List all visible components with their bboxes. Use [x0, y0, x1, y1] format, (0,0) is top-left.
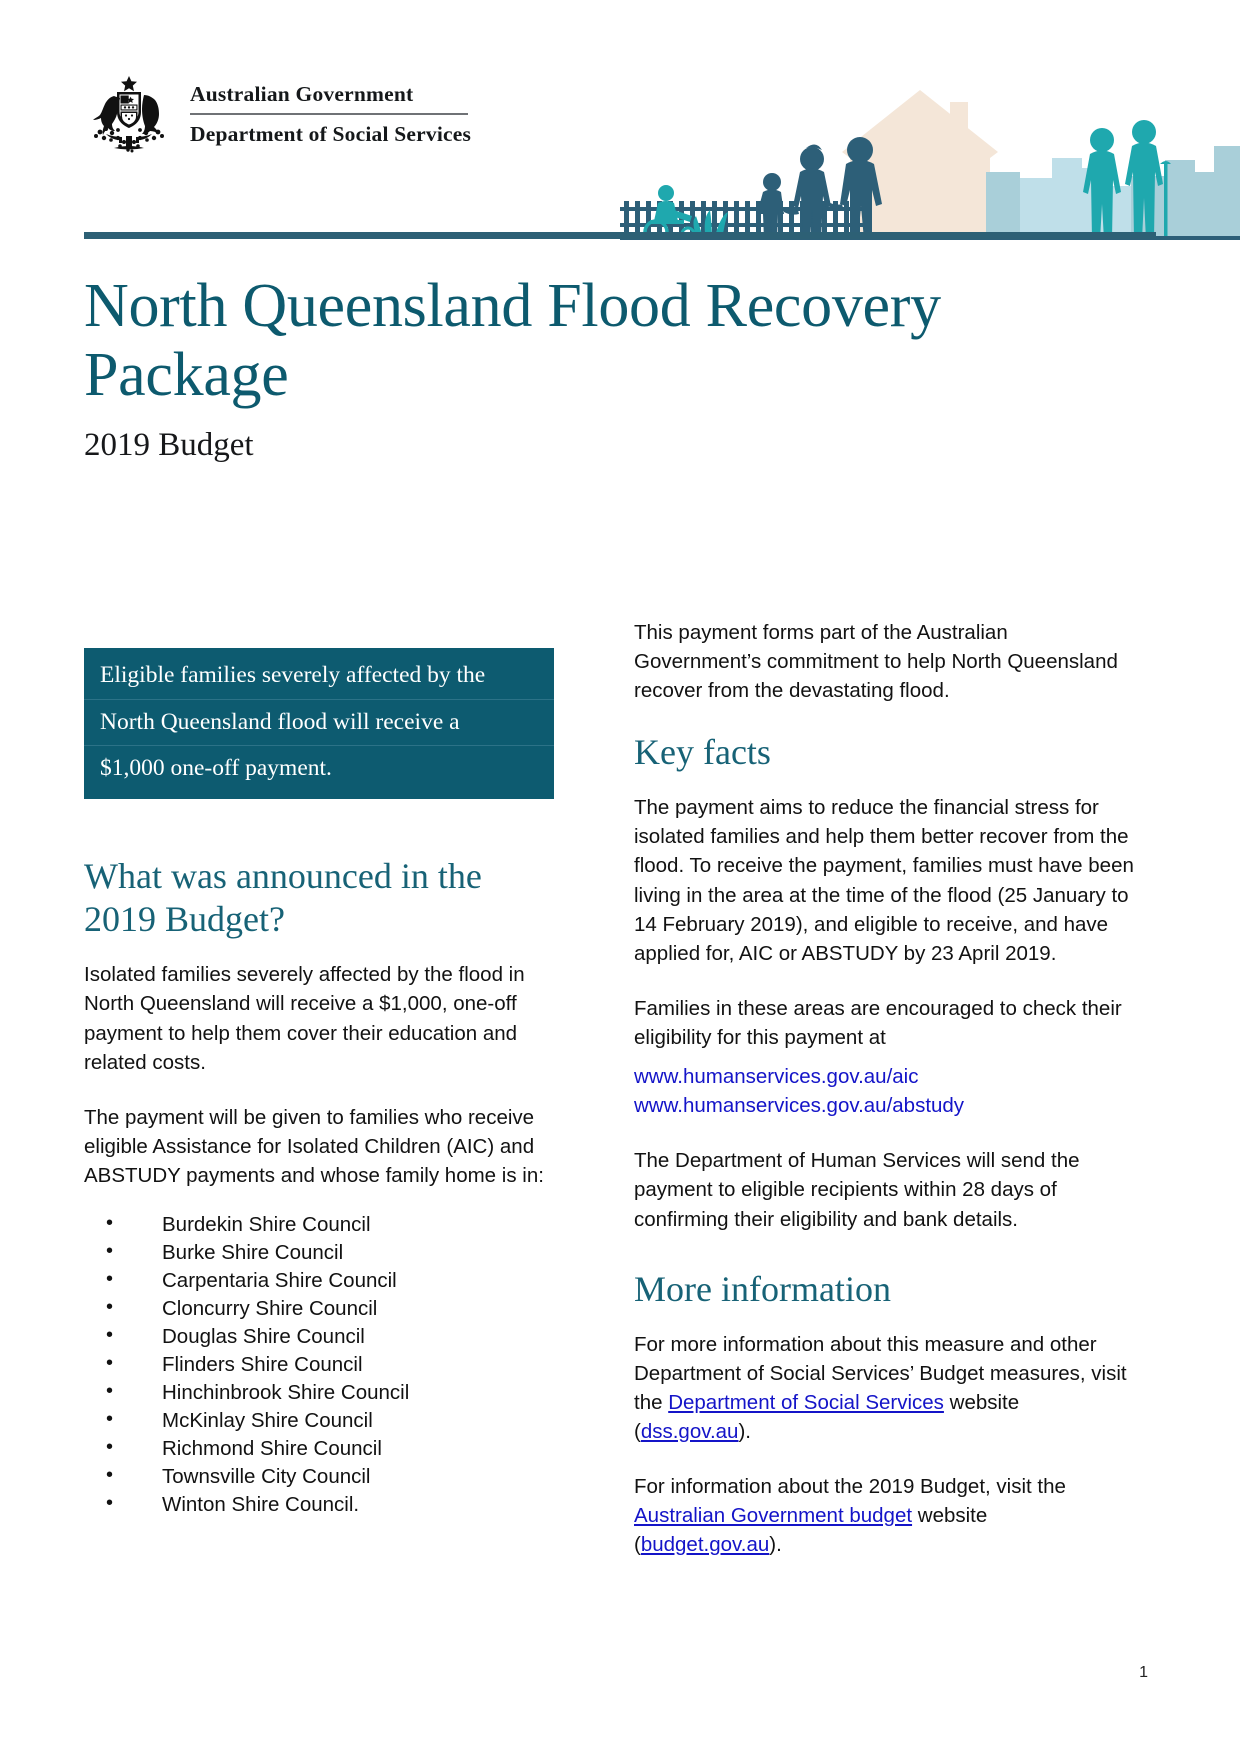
header-illustration [620, 60, 1240, 240]
list-item: • Cloncurry Shire Council [84, 1296, 554, 1322]
more-info-text-b: website ( [634, 1390, 1020, 1443]
list-item: • Burdekin Shire Council [84, 1212, 554, 1238]
australian-government-label: Australian Government [190, 82, 414, 106]
callout-line-3: $1,000 one-off payment. [100, 755, 332, 781]
list-item: • Douglas Shire Council [84, 1324, 554, 1350]
australian-coat-of-arms-icon [84, 72, 174, 158]
section-heading-more-information: More information [634, 1268, 891, 1309]
link-department-of-social-services[interactable]: Department of Social Services [668, 1390, 944, 1414]
key-facts-paragraph-3: The Department of Human Services will send the payment to eligible recipients within 28 days of confirming their eligibility and bank details. [634, 1149, 1080, 1231]
more-info-paragraph-1 [634, 1330, 1134, 1446]
link-australian-government-budget[interactable]: Australian Government budget [634, 1504, 913, 1528]
list-item: • Winton Shire Council. [84, 1492, 554, 1518]
highlight-callout [84, 648, 554, 799]
link-budget-gov-au[interactable]: budget.gov.au [640, 1533, 770, 1557]
list-item: • Flinders Shire Council [84, 1352, 554, 1378]
government-branding [84, 72, 471, 158]
wordmark-divider [190, 113, 468, 115]
callout-line-1: Eligible families severely affected by the [84, 648, 554, 700]
announced-paragraph-2: The payment will be given to families who receive eligible Assistance for Isolated Children (AIC) and ABSTUDY payments and whose family home is in: [84, 1105, 544, 1187]
list-item: • Carpentaria Shire Council [84, 1268, 554, 1294]
page-header [0, 0, 1240, 262]
budget-text-a: For information about the 2019 Budget, visit the [634, 1475, 1066, 1498]
department-label: Department of Social Services [190, 121, 472, 146]
section-heading-key-facts: Key facts [634, 732, 771, 773]
council-list [84, 1212, 554, 1518]
section-heading-announced: What was announced in the 2019 Budget? [84, 855, 482, 940]
list-item: • Hinchinbrook Shire Council [84, 1380, 554, 1406]
more-info-text-a: For more information about this measure and other Department of Social Services’ Budget measures, visit the [634, 1332, 1127, 1414]
key-facts-paragraph-2: Families in these areas are encouraged to check their eligibility for this payment at [634, 996, 1122, 1049]
page-subtitle: 2019 Budget [84, 426, 254, 463]
list-item: • Richmond Shire Council [84, 1436, 554, 1462]
left-column [84, 648, 554, 1520]
budget-text-c: ). [769, 1533, 782, 1557]
key-facts-paragraph-1: The payment aims to reduce the financial stress for isolated families and help them better recover from the flood. To receive the payment, families must have been living in the area at the time of the flood (25 January to 14 February 2019), and eligible to receive, and have applied for, AIC or ABSTUDY by 23 April 2019. [634, 796, 1134, 965]
link-dss-gov-au[interactable]: dss.gov.au [640, 1419, 739, 1443]
intro-paragraph: This payment forms part of the Australian Government’s commitment to help North Queensland recover from the devastating flood. [634, 621, 1118, 703]
government-wordmark [190, 72, 471, 147]
list-item: • Townsville City Council [84, 1464, 554, 1490]
more-info-paragraph-2 [634, 1472, 1134, 1559]
list-item: • Burke Shire Council [84, 1240, 554, 1266]
announced-paragraph-1: Isolated families severely affected by the flood in North Queensland will receive a $1,000, one-off payment to help them cover their education and related costs. [84, 963, 525, 1074]
page-number: 1 [1139, 1664, 1148, 1681]
header-divider [84, 232, 1156, 239]
callout-line-2: North Queensland flood will receive a [84, 700, 554, 747]
more-info-text-c: ). [738, 1419, 751, 1443]
link-humanservices-abstudy[interactable]: www.humanservices.gov.au/abstudy [634, 1094, 965, 1118]
right-column [634, 618, 1134, 1585]
list-item: • McKinlay Shire Council [84, 1408, 554, 1434]
eligibility-links [634, 1062, 1134, 1120]
title-block [84, 272, 1064, 464]
page-title: North Queensland Flood Recovery Package [84, 272, 941, 410]
budget-text-b: website ( [634, 1504, 988, 1557]
link-humanservices-aic[interactable]: www.humanservices.gov.au/aic [634, 1065, 919, 1089]
